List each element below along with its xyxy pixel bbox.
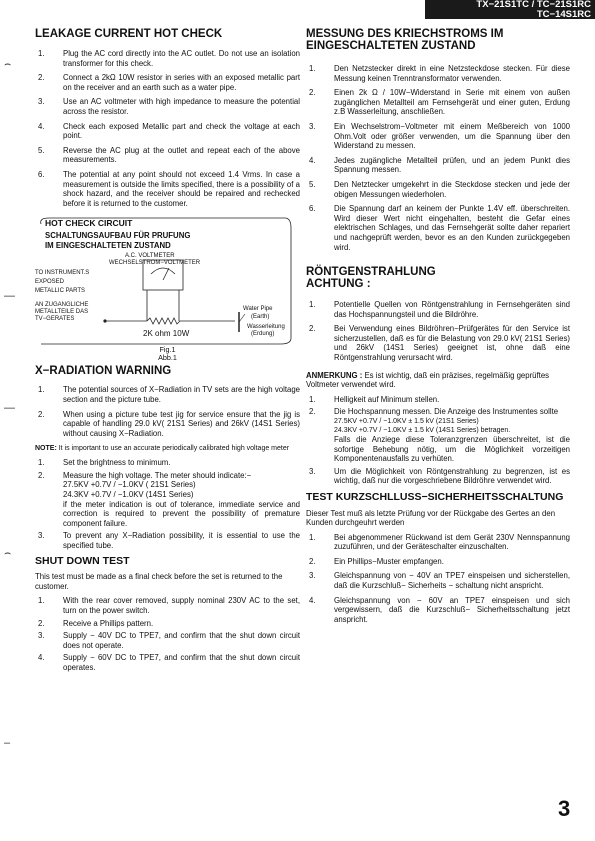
xray-list	[35, 385, 300, 438]
kurzschluss-intro: Dieser Test muß als letzte Prüfung vor der Rückgabe des Gertes an den Kunden durchgeuhrt werden	[306, 508, 556, 528]
list-item: 1. The potential sources of X−Radiation in TV sets are the high voltage section and the picture tube.	[38, 385, 300, 404]
roentgen-heading: RÖNTGENSTRAHLUNG ACHTUNG :	[306, 266, 436, 291]
list-item: 2. Receive a Phillips pattern.	[38, 618, 154, 628]
list-item: 2. Die Hochspannung messen. Die Anzeige des Instrumentes sollte 27.5KV +0.7V / −1.0KV ± 1.5 kV (21S1 Series) 24.3KV +0.7V / −1.0KV ± 1.5 kV (14S1 Series) betragen. Falls die Anziege diese Toleranzgrenzen überschreitet, ist die sofortige Behebung nötig, um die Möglichkeit vorzeitigen Komponentenausfalls zu verhüten.	[309, 407, 570, 464]
list-item: 3. Gleichspannung von − 40V an TPE7 einspeisen und sicherstellen, daß die Kurzschluß− Sicherheits − schaltung nicht anspricht.	[309, 571, 570, 591]
shutdown-intro: This test must be made as a final check before the set is returned to the customer.	[35, 572, 283, 591]
list-item: 1. Plug the AC cord directly into the AC outlet. Do not use an isolation transformer for this check.	[38, 49, 300, 68]
leakage-list	[35, 49, 300, 208]
voltmeter-label-de: WECHSELSTROM−VOLTMETER	[109, 260, 201, 267]
shutdown-list	[35, 596, 300, 672]
model-line-1: TX−21S1TC / TC−21S1RC	[476, 0, 591, 10]
list-item: 4. Supply − 60V DC to TPE7, and confirm that the shut down circuit operates.	[38, 653, 300, 672]
kurzschluss-list	[306, 533, 570, 625]
list-item: 5. Den Netztecker umgekehrt in die Steckdose stecken und jede der obigen Messungen wiederholen.	[309, 179, 570, 199]
metallteile-label: METALLTEILE DAS	[35, 309, 89, 316]
earth-label: (Earth)	[251, 314, 270, 321]
list-item: 3. Supply − 40V DC to TPE7, and confirm that the shut down circuit does not operate.	[38, 631, 300, 650]
list-item: 2. When using a picture tube test jig for service ensure that the jig is capable of handling 29.0 kV( 21S1 Series) and 26kV (14S1 Series) without causing X−Radiation.	[38, 409, 300, 438]
messung-list	[306, 64, 570, 252]
xray-heading: X−RADIATION WARNING	[35, 365, 172, 378]
page-number: 3	[558, 796, 571, 821]
list-item: 1. With the rear cover removed, supply nominal 230V AC to the set, turn on the power switch.	[38, 596, 300, 615]
anmerkung-paragraph: ANMERKUNG : Es ist wichtig, daß ein präzises, regelmäßig geprüftes Voltmeter verwendet wird.	[306, 370, 550, 390]
tv-geraetes-label: TV−GERATES	[35, 316, 75, 323]
list-item: 1. Bei abgenommener Rückwand ist dem Gerät 230V Nennspannung zuzuführen, und der Geräteschalter einzuschalten.	[309, 532, 570, 552]
list-item: 3. Use an AC voltmeter with high impedance to measure the potential across the resistor.	[38, 97, 300, 116]
instrument-label: TO INSTRUMENT.S	[35, 270, 90, 277]
water-pipe-label: Water Pipe	[243, 306, 273, 313]
exposed-label: EXPOSED	[35, 279, 65, 286]
list-item: 4. Jedes zugängliche Metallteil prüfen, und an jedem Punkt dies Spannung messen.	[309, 155, 570, 175]
list-item: 1. Helligkeit auf Minimum stellen.	[309, 394, 440, 404]
shutdown-heading: SHUT DOWN TEST	[35, 554, 130, 567]
figure-subtitle-1: SCHALTUNGSAUFBAU FÜR PRUFUNG	[45, 231, 191, 241]
list-item: 2. Connect a 2kΩ 10W resistor in series with an exposed metallic part on the receiver and an earth such as a water pipe.	[38, 73, 300, 92]
margin-mark: –	[4, 737, 11, 749]
list-item: 6. The potential at any point should not exceed 1.4 Vrms. In case a measurement is outside the limits specified, there is a possibility of a shock hazard, and the receiver should be repaired and rechecked before it is returned to the customer.	[38, 169, 300, 208]
model-number-header	[425, 0, 595, 19]
hot-check-circuit-figure	[35, 216, 293, 346]
kurzschluss-heading: TEST KURZSCHLLUSS−SICHERHEITSSCHALTUNG	[306, 491, 564, 503]
right-column	[306, 28, 570, 629]
list-item: 4. Gleichspannung von − 60V an TPE7 einspeisen und sich vergewissern, daß die Kurzschluß− Sicherheitsschaltung jetzt anspricht.	[309, 595, 570, 624]
roentgen-list	[306, 300, 570, 363]
list-item: 1. Den Netzstecker direkt in eine Netzsteckdose stecken. Für diese Messung keinen Trenntransformator verwenden.	[309, 64, 570, 83]
margin-mark: —	[4, 290, 15, 302]
list-item: 2. Bei Verwendung eines Bildröhren−Prüfgerätes für den Service ist sicherzustellen, daß es für die Belastung von 29.0 kV( 21S1 Series) und 26kV (14S1 Series) geeignet ist, ohne daß eine Röntgenstrahlung verursacht wird.	[309, 324, 570, 363]
note-paragraph: NOTE: It is important to use an accurate periodically calibrated high voltage meter	[35, 445, 290, 453]
figure-subtitle-2: IM EINGESCHALTETEN ZUSTAND	[45, 241, 171, 251]
list-item: 2. Measure the high voltage. The meter should indicate:− 27.5KV +0.7V / −1.0KV ( 21S1 Series) 24.3KV +0.7V / −1.0KV (14S1 Series) if the meter indication is out of tolerance, immediate service and correction is required to prevent the possibility of premature component failure.	[38, 470, 300, 528]
list-item: 3. To prevent any X−Radiation possibility, it is essential to use the specified tube.	[38, 531, 300, 551]
model-line-2: TC−14S1RC	[536, 8, 591, 20]
margin-mark: —	[4, 402, 15, 414]
wasserleitung-label: Wasserleitung	[247, 324, 285, 331]
messung-heading: MESSUNG DES KRIECHSTROMS IM EINGESCHALTETEN ZUSTAND	[306, 28, 504, 52]
anmerkung-list	[306, 395, 570, 486]
list-item: 3. Ein Wechselstrom−Voltmeter mit einem Meßbereich von 1000 Ohm.Volt oder größer verwenden, um die Spannung über den Widerstand zu messen.	[309, 121, 570, 151]
leakage-heading: LEAKAGE CURRENT HOT CHECK	[35, 28, 223, 40]
margin-mark: ⌢	[4, 547, 12, 559]
resistor-label: 2K ohm 10W	[143, 329, 190, 339]
figure-caption: Fig.1 Abb.1	[158, 345, 177, 363]
voltmeter-label: A.C. VOLTMETER	[125, 253, 175, 260]
list-item: 6. Die Spannung darf an keinem der Punkte 1.4V eff. überschreiten. Wird dieser Wert nicht eingehalten, besteht die Gefar eines elektrischen Schlages, und das Fernsehgerät sollte daher repariert und nachgeprüft werden, bevor es an den Kunden zurückgegeben wird.	[309, 204, 570, 252]
list-item: 4. Check each exposed Metallic part and check the voltage at each point.	[38, 121, 300, 141]
list-item: 3. Um die Möglichkeit von Röntgenstrahlung zu begrenzen, ist es wichtig, daß nur die vorgeschriebene Bildröhre verwendet wird.	[309, 466, 570, 486]
erdung-label: (Erdung)	[251, 331, 275, 338]
figure-title: HOT CHECK CIRCUIT	[45, 218, 133, 229]
margin-mark: ⌢	[4, 58, 12, 70]
zugangliche-label: AN ZUGANGLICHE	[35, 302, 89, 309]
list-item: 1. Potentielle Quellen von Röntgenstrahlung in Fernsehgeräten sind das Hochspannungsteil und die Bildröhre.	[309, 300, 570, 319]
left-column	[35, 28, 300, 675]
list-item: 5. Reverse the AC plug at the outlet and repeat each of the above measurements.	[38, 145, 300, 165]
list-item: 1. Set the brightness to minimum.	[38, 458, 171, 468]
list-item: 2. Ein Phillips−Muster empfangen.	[309, 556, 444, 566]
metallic-parts-label: METALLIC PARTS	[35, 288, 86, 295]
list-item: 2. Einen 2k Ω / 10W−Widerstand in Serie mit einem von außen zugänglichen Metallteil am Fernsehgerät und einer guten, Erdung z.B Wasserleitung, anschließen.	[309, 88, 570, 117]
meter-list	[35, 458, 300, 550]
